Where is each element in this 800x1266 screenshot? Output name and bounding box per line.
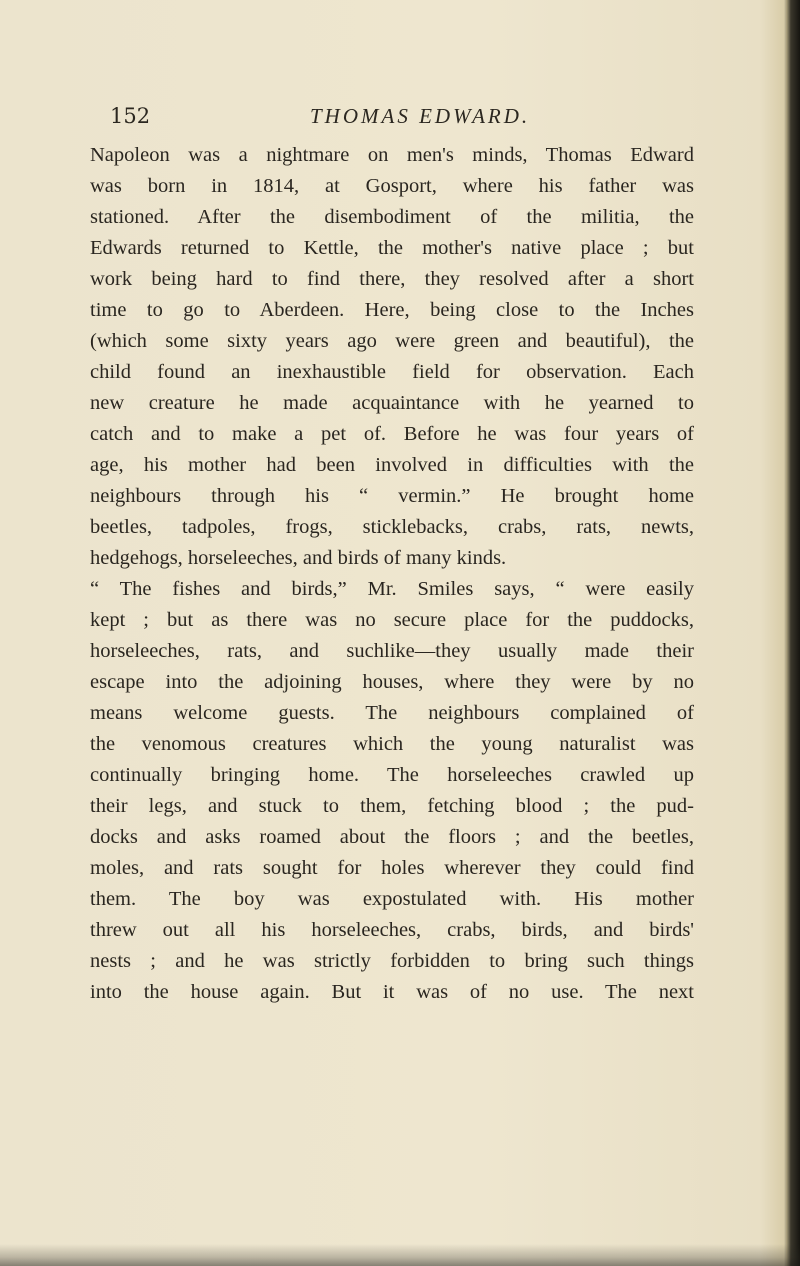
page-header	[110, 104, 690, 134]
text-line: docks and asks roamed about the floors ; and the beetles,	[90, 826, 694, 848]
text-line: stationed. After the disembodiment of the militia, the	[90, 206, 694, 228]
text-line: escape into the adjoining houses, where they were by no	[90, 671, 694, 693]
text-line: work being hard to find there, they resolved after a short	[90, 268, 694, 290]
text-line: means welcome guests. The neighbours complained of	[90, 702, 694, 724]
text-line: (which some sixty years ago were green and beautiful), the	[90, 330, 694, 352]
text-line: age, his mother had been involved in difficulties with the	[90, 454, 694, 476]
text-line: the venomous creatures which the young naturalist was	[90, 733, 694, 755]
text-line: their legs, and stuck to them, fetching blood ; the pud-	[90, 795, 694, 817]
page-edge-shadow	[786, 0, 800, 1266]
text-line: into the house again. But it was of no use. The next	[90, 981, 694, 1003]
text-line: child found an inexhaustible field for observation. Each	[90, 361, 694, 383]
text-line: continually bringing home. The horseleeches crawled up	[90, 764, 694, 786]
text-line: them. The boy was expostulated with. His mother	[90, 888, 694, 910]
text-line: horseleeches, rats, and suchlike—they usually made their	[90, 640, 694, 662]
text-line: time to go to Aberdeen. Here, being close to the Inches	[90, 299, 694, 321]
page-bottom-shadow	[0, 1244, 800, 1266]
text-line: new creature he made acquaintance with he yearned to	[90, 392, 694, 414]
page-number: 152	[110, 104, 151, 128]
body-text	[90, 140, 694, 1008]
text-line: “ The fishes and birds,” Mr. Smiles says, “ were easily	[90, 578, 694, 600]
text-line: moles, and rats sought for holes wherever they could find	[90, 857, 694, 879]
text-line: catch and to make a pet of. Before he was four years of	[90, 423, 694, 445]
running-title: THOMAS EDWARD.	[310, 104, 531, 128]
text-line: threw out all his horseleeches, crabs, birds, and birds'	[90, 919, 694, 941]
text-line: kept ; but as there was no secure place for the puddocks,	[90, 609, 694, 631]
text-line: Napoleon was a nightmare on men's minds, Thomas Edward	[90, 144, 694, 166]
text-line: neighbours through his “ vermin.” He brought home	[90, 485, 694, 507]
text-line: Edwards returned to Kettle, the mother's native place ; but	[90, 237, 694, 259]
text-line: was born in 1814, at Gosport, where his father was	[90, 175, 694, 197]
text-line: beetles, tadpoles, frogs, sticklebacks, crabs, rats, newts,	[90, 516, 694, 538]
text-line: nests ; and he was strictly forbidden to bring such things	[90, 950, 694, 972]
text-line: hedgehogs, horseleeches, and birds of many kinds.	[90, 547, 507, 569]
